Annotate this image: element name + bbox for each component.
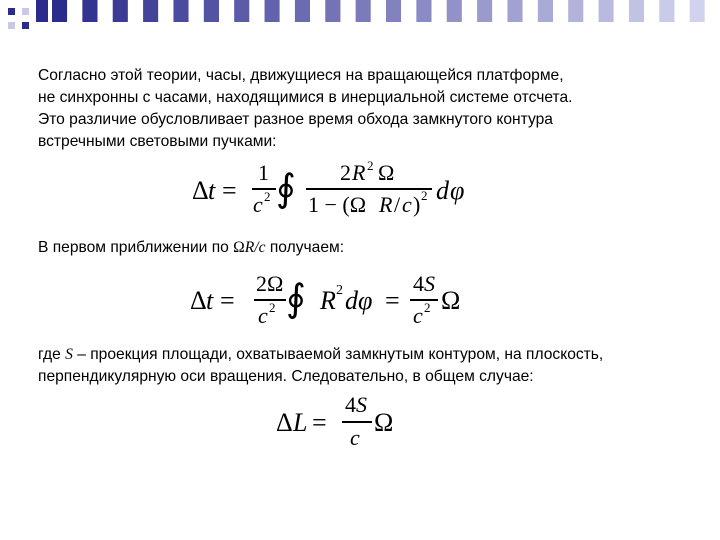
f1-diff-d: d — [436, 176, 449, 205]
f1-frac2-den-r: R — [379, 192, 393, 217]
f1-frac2-den-start: 1 − (Ω — [308, 192, 367, 217]
f1-delta: Δ — [192, 176, 209, 205]
f3-frac-num-s: S — [356, 392, 367, 417]
intro-line-3: Это различие обусловливает разное время обхода замкнутого контура — [38, 111, 553, 128]
f1-frac2-den-exp: 2 — [421, 188, 428, 203]
f2-equals-2: = — [385, 286, 400, 315]
approx-symbol-rc: R/c — [244, 239, 266, 256]
f3-frac-den: c — [350, 425, 360, 450]
f2-equals: = — [220, 286, 235, 315]
f3-var-l: L — [293, 408, 308, 437]
f2-r-exp: 2 — [336, 283, 343, 298]
f1-equals: = — [222, 176, 237, 205]
area-symbol-s: S — [65, 346, 73, 363]
f1-frac2-num-r: R — [352, 160, 366, 185]
f3-delta: Δ — [276, 408, 293, 437]
f2-var-r: R — [320, 286, 336, 315]
f3-equals: = — [312, 408, 327, 437]
f1-diff-phi: φ — [450, 176, 465, 205]
f1-frac1-num: 1 — [258, 160, 269, 185]
f2-frac2-num-s: S — [424, 271, 435, 296]
f3-frac-bar — [342, 421, 372, 423]
f1-frac1-den-exp: 2 — [264, 189, 271, 204]
f2-frac1-num: 2Ω — [256, 271, 284, 296]
approx-text-after: получаем: — [265, 239, 345, 256]
approx-symbol-omega: Ω — [233, 239, 245, 256]
f2-var-t: t — [206, 286, 214, 315]
area-line-1-rest: – проекция площади, охватываемой замкнутым контуром, на плоскость, — [72, 346, 604, 363]
f2-frac2-den: c — [413, 303, 423, 328]
f2-frac2-den-exp: 2 — [424, 300, 431, 315]
f1-frac2-num-coef: 2 — [340, 160, 351, 185]
f3-frac-num-coef: 4 — [345, 392, 356, 417]
intro-line-2: не синхронны с часами, находящимися в инерциальной системе отсчета. — [38, 89, 573, 106]
f2-frac1-den-exp: 2 — [269, 300, 276, 315]
f1-frac2-num-omega: Ω — [378, 160, 395, 185]
f1-frac2-den-close: ) — [413, 192, 421, 217]
f1-var-t: t — [208, 176, 216, 205]
f2-delta: Δ — [190, 286, 207, 315]
intro-line-1: Согласно этой теории, часы, движущиеся на вращающейся платформе, — [38, 67, 564, 84]
f1-frac1-den: c — [253, 192, 263, 217]
f1-contour-integral: ∮ — [276, 168, 296, 210]
f1-frac2-den-slash: / — [394, 192, 401, 217]
f3-omega: Ω — [374, 408, 394, 437]
f1-frac2-den-c: c — [402, 192, 412, 217]
f2-frac2-num-coef: 4 — [413, 271, 424, 296]
f2-frac1-den: c — [258, 303, 268, 328]
intro-line-4: встречными световыми пучками: — [38, 133, 277, 150]
f2-diff-phi: φ — [358, 286, 373, 315]
f2-omega: Ω — [441, 286, 461, 315]
f2-contour-integral: ∮ — [286, 278, 306, 320]
approx-text-before: В первом приближении по — [38, 239, 234, 256]
area-text-where: где — [38, 346, 66, 363]
f2-diff-d: d — [345, 286, 358, 315]
f1-frac2-num-exp: 2 — [367, 158, 374, 173]
area-line-2: перпендикулярную оси вращения. Следовательно, в общем случае: — [38, 368, 534, 385]
